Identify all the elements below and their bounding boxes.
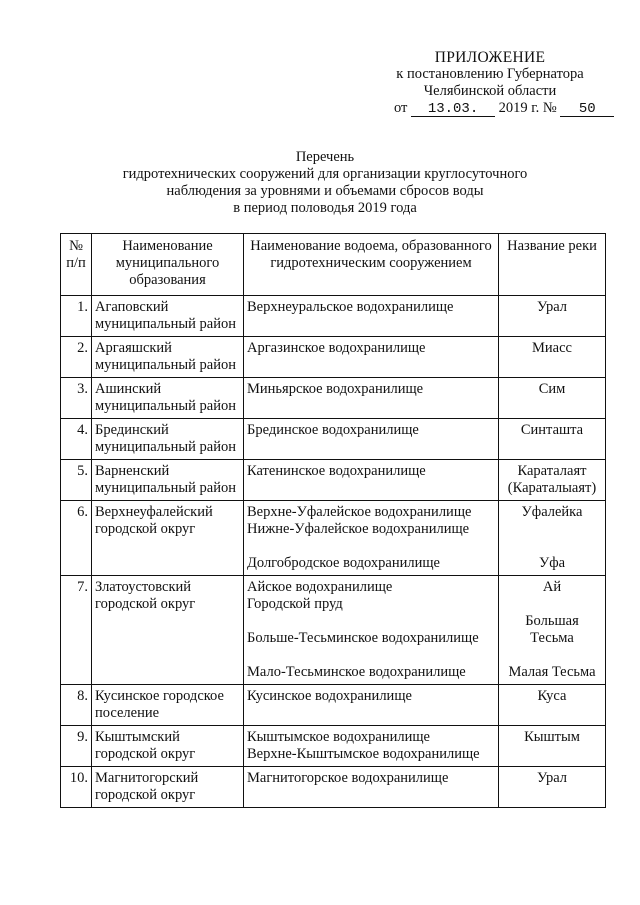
row-rivers xyxy=(499,296,606,337)
row-num: 3. xyxy=(61,378,92,419)
row-rivers xyxy=(499,576,606,685)
row-reservoirs xyxy=(244,726,499,767)
table-row xyxy=(61,296,606,337)
river-name: Большая Тесьма xyxy=(525,613,579,646)
spacer xyxy=(247,613,495,630)
row-rivers xyxy=(499,419,606,460)
row-num: 1. xyxy=(61,296,92,337)
reservoir-name: Кыштымское водохранилище xyxy=(247,729,430,745)
header-reservoir: Наименование водоема, образованного гидротехническим сооружением xyxy=(244,234,499,296)
row-reservoirs xyxy=(244,378,499,419)
reservoir-name: Катенинское водохранилище xyxy=(247,463,426,479)
table-row xyxy=(61,767,606,808)
row-rivers xyxy=(499,378,606,419)
appendix-line-2: Челябинской области xyxy=(423,83,557,99)
row-reservoirs xyxy=(244,460,499,501)
spacer xyxy=(502,596,602,613)
river-name: Миасс xyxy=(532,340,572,356)
heading-line-4: в период половодья 2019 года xyxy=(233,200,417,216)
row-reservoirs xyxy=(244,685,499,726)
row-municipality: Златоустовский городской округ xyxy=(92,576,244,685)
spacer xyxy=(502,647,602,664)
reservoir-name: Больше-Тесьминское водохранилище xyxy=(247,630,479,646)
table-row xyxy=(61,685,606,726)
row-municipality: Кыштымский городской округ xyxy=(92,726,244,767)
row-municipality: Кусинское городское поселение xyxy=(92,685,244,726)
spacer xyxy=(247,647,495,664)
appendix-title: ПРИЛОЖЕНИЕ xyxy=(434,49,546,66)
row-rivers xyxy=(499,767,606,808)
header-municipality: Наименование муниципального образования xyxy=(92,234,244,296)
heading-line-1: Перечень xyxy=(295,149,355,165)
river-name: Куса xyxy=(537,688,567,704)
table-row xyxy=(61,576,606,685)
document-heading xyxy=(80,149,570,217)
row-municipality: Аргаяшский муниципальный район xyxy=(92,337,244,378)
reservoir-name: Верхне-Кыштымское водохранилище xyxy=(247,746,480,762)
reservoir-name: Мало-Тесьминское водохранилище xyxy=(247,664,466,680)
table-header-row xyxy=(61,234,606,296)
appendix-block xyxy=(380,49,600,117)
row-municipality: Варненский муниципальный район xyxy=(92,460,244,501)
river-name: Синташта xyxy=(520,422,584,438)
row-rivers xyxy=(499,501,606,576)
table-row xyxy=(61,726,606,767)
decree-number: 50 xyxy=(560,102,614,117)
row-num: 9. xyxy=(61,726,92,767)
reservoir-name: Магнитогорское водохранилище xyxy=(247,770,449,786)
row-num: 7. xyxy=(61,576,92,685)
row-rivers xyxy=(499,337,606,378)
reservoir-name: Нижне-Уфалейское водохранилище xyxy=(247,521,470,537)
spacer xyxy=(247,538,495,555)
heading-line-3: наблюдения за уровнями и объемами сбросов воды xyxy=(166,183,484,199)
structures-table xyxy=(60,233,606,808)
row-rivers xyxy=(499,460,606,501)
header-num: № п/п xyxy=(61,234,92,296)
river-name: Уфалейка xyxy=(521,504,583,520)
river-name: Сим xyxy=(538,381,566,397)
reservoir-name: Миньярское водохранилище xyxy=(247,381,424,397)
header-river: Название реки xyxy=(499,234,606,296)
spacer xyxy=(502,521,602,538)
river-name: Урал xyxy=(536,770,568,786)
row-num: 6. xyxy=(61,501,92,576)
year-text: 2019 г. № xyxy=(498,100,557,116)
reservoir-name: Верхнеуральское водохранилище xyxy=(247,299,454,315)
reservoir-name: Городской пруд xyxy=(247,596,343,612)
row-num: 2. xyxy=(61,337,92,378)
reservoir-name: Аргазинское водохранилище xyxy=(247,340,426,356)
date-prefix: от xyxy=(394,100,408,116)
row-num: 4. xyxy=(61,419,92,460)
row-reservoirs xyxy=(244,576,499,685)
row-reservoirs xyxy=(244,337,499,378)
row-num: 8. xyxy=(61,685,92,726)
spacer xyxy=(502,538,602,555)
table-row xyxy=(61,419,606,460)
row-reservoirs xyxy=(244,767,499,808)
date-value: 13.03. xyxy=(411,102,495,117)
table-row xyxy=(61,460,606,501)
river-name: Ай xyxy=(542,579,562,595)
table-row xyxy=(61,501,606,576)
appendix-line-1: к постановлению Губернатора xyxy=(396,66,584,82)
row-reservoirs xyxy=(244,419,499,460)
row-reservoirs xyxy=(244,296,499,337)
appendix-date-row xyxy=(380,100,600,117)
row-municipality: Ашинский муниципальный район xyxy=(92,378,244,419)
row-num: 5. xyxy=(61,460,92,501)
river-name: Караталаят (Караталыаят) xyxy=(507,463,597,496)
row-num: 10. xyxy=(61,767,92,808)
reservoir-name: Кусинское водохранилище xyxy=(247,688,412,704)
heading-line-2: гидротехнических сооружений для организации круглосуточного xyxy=(122,166,528,182)
row-municipality: Верхнеуфалейский городской округ xyxy=(92,501,244,576)
reservoir-name: Брединское водохранилище xyxy=(247,422,419,438)
river-name: Малая Тесьма xyxy=(508,664,596,680)
row-rivers xyxy=(499,726,606,767)
row-municipality: Брединский муниципальный район xyxy=(92,419,244,460)
reservoir-name: Верхне-Уфалейское водохранилище xyxy=(247,504,472,520)
table-row xyxy=(61,378,606,419)
table-row xyxy=(61,337,606,378)
row-municipality: Агаповский муниципальный район xyxy=(92,296,244,337)
row-rivers xyxy=(499,685,606,726)
reservoir-name: Айское водохранилище xyxy=(247,579,393,595)
row-municipality: Магнитогорский городской округ xyxy=(92,767,244,808)
river-name: Кыштым xyxy=(524,729,580,745)
river-name: Уфа xyxy=(538,555,566,571)
row-reservoirs xyxy=(244,501,499,576)
reservoir-name: Долгобродское водохранилище xyxy=(247,555,440,571)
river-name: Урал xyxy=(536,299,568,315)
